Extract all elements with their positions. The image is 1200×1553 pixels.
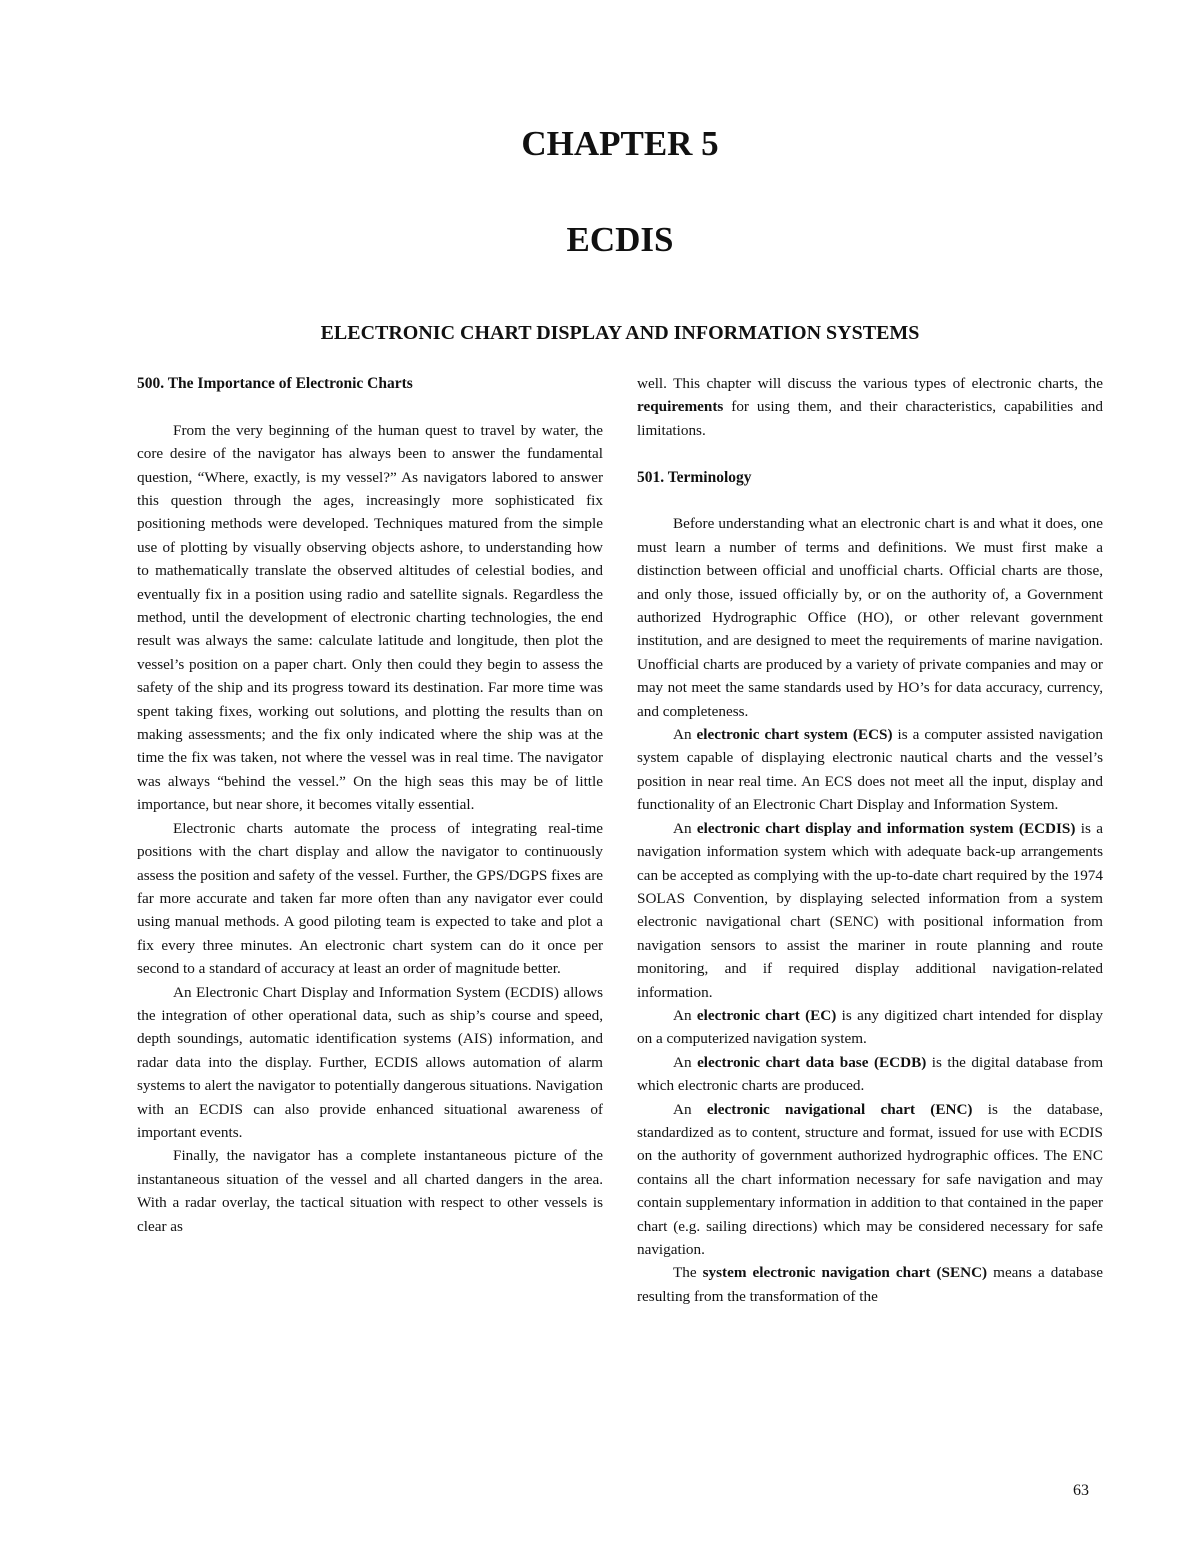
paragraph-ec: An electronic chart (EC) is any digitized chart intended for display on a computerized navigation system. [637, 1006, 1104, 1048]
paragraph-enc: An electronic navigational chart (ENC) is the database, standardized as to content, structure and format, issued for use with ECDIS on the authority of government authorized hydrographic offices. The ENC contains all the chart information necessary for safe navigation and may contain supplementary information in addition to that contained in the paper chart (e.g. sailing directions) which may be considered necessary for safe navigation. [637, 1100, 1104, 1258]
section-500-heading: 500. The Importance of Electronic Charts [137, 375, 413, 392]
term-ec: electronic chart (EC) [696, 1006, 837, 1024]
term-requirements: requirements [637, 398, 724, 416]
left-column [137, 372, 603, 1238]
paragraph-ecdb: An electronic chart data base (ECDB) is the digital database from which electronic charts are produced. [637, 1053, 1104, 1095]
page-number: 63 [1073, 1482, 1089, 1499]
term-ecdis: electronic chart display and information system (ECDIS) [696, 819, 1076, 837]
section-501-heading: 501. Terminology [637, 468, 752, 486]
paragraph-continued: well. This chapter will discuss the various types of electronic charts, the requirements for using them, and their characteristics, capabilities and limitations. [637, 375, 1103, 439]
chapter-title: ECDIS [566, 220, 674, 259]
paragraph-ecs: An electronic chart system (ECS) is a computer assisted navigation system capable of displaying electronic nautical charts and the vessel’s position in near real time. An ECS does not meet all the input, display and functionality of an Electronic Chart Display and Information System. [637, 726, 1103, 814]
term-senc: system electronic navigation chart (SENC) [702, 1264, 988, 1282]
paragraph: From the very beginning of the human quest to travel by water, the core desire of the navigator has always been to answer the fundamental question, “Where, exactly, is my vessel?” As navigators labored to answer this question through the ages, increasingly more sophisticated fix positioning methods were developed. Techniques matured from the simple use of plotting by visually observing objects ashore, to understanding how to mathematically translate the observed altitudes of celestial bodies, and eventually fix in a position using radio and satellite signals. Regardless the method, until the development of electronic charting technologies, the end result was always the same: calculate latitude and longitude, then plot the vessel’s position on a paper chart. Only then could they begin to assess the safety of the ship and its progress toward its destination. Far more time was spent taking fixes, working out solutions, and plotting the results than on making assessments; and the fix only indicated where the ship was at the time the fix was taken, not where the vessel was in real time. The navigator was always “behind the vessel.” On the high seas this may be of little importance, but near shore, it becomes vitally essential. [137, 421, 603, 814]
paragraph: Electronic charts automate the process of integrating real-time positions with the chart display and allow the navigator to continuously assess the position and safety of the vessel. Further, the GPS/DGPS fixes are far more accurate and taken far more often than any navigator ever could using manual methods. A good piloting team is expected to take and plot a fix every three minutes. An electronic chart system can do it once per second to a standard of accuracy at least an order of magnitude better. [137, 819, 603, 978]
paragraph-senc: The system electronic navigation chart (SENC) means a database resulting from the transformation of the [637, 1264, 1103, 1305]
term-ecs: electronic chart system (ECS) [696, 726, 893, 744]
paragraph: Before understanding what an electronic chart is and what it does, one must learn a number of terms and definitions. We must first make a distinction between official and unofficial charts. Official charts are those, and only those, issued officially by, or on the authority of, a Government authorized Hydrographic Office (HO), or other relevant government institution, and are designed to meet the requirements of marine navigation. Unofficial charts are produced by a variety of private companies and may or may not meet the same standards used by HO’s for data accuracy, currency, and completeness. [637, 515, 1103, 720]
paragraph-ecdis: An electronic chart display and information system (ECDIS) is a navigation information system which with adequate back-up arrangements can be accepted as complying with the up-to-date chart required by the 1974 SOLAS Convention, by displaying selected information from a system electronic navigational chart (SENC) with positional information from navigation sensors to assist the mariner in route planning and route monitoring, and if required display additional navigation-related information. [637, 819, 1103, 1001]
chapter-label: CHAPTER 5 [521, 124, 719, 163]
right-column [637, 372, 1103, 1308]
chapter-subtitle: ELECTRONIC CHART DISPLAY AND INFORMATION SYSTEMS [320, 322, 920, 344]
term-ecdb: electronic chart data base (ECDB) [697, 1053, 927, 1071]
term-enc: electronic navigational chart (ENC) [706, 1100, 973, 1118]
paragraph: An Electronic Chart Display and Information System (ECDIS) allows the integration of other operational data, such as ship’s course and speed, depth soundings, automatic identification systems (AIS) information, and radar data into the display. Further, ECDIS allows automation of alarm systems to alert the navigator to potentially dangerous situations. Navigation with an ECDIS can also provide enhanced situational awareness of important events. [137, 983, 603, 1141]
paragraph: Finally, the navigator has a complete instantaneous picture of the instantaneous situation of the vessel and all charted dangers in the area. With a radar overlay, the tactical situation with respect to other vessels is clear as [137, 1147, 603, 1235]
